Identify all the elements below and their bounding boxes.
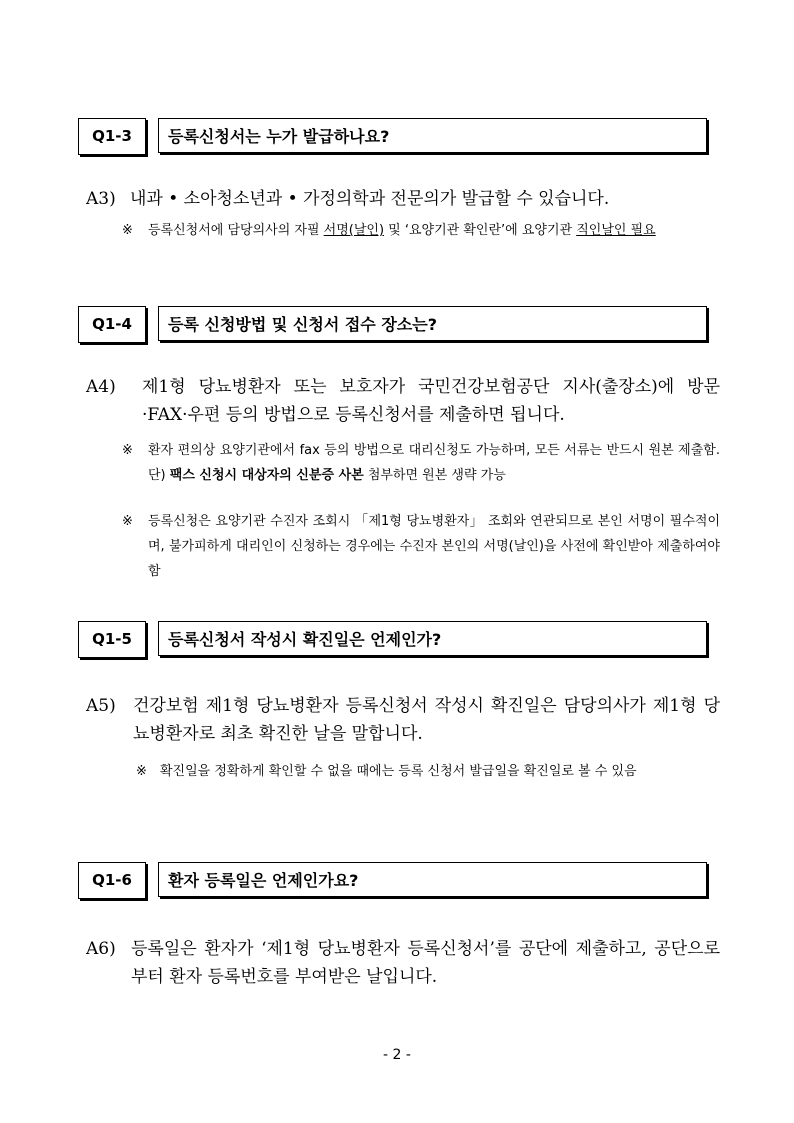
note-q1-4-signature (122, 509, 720, 584)
note-text-part: 첨부하면 원본 생략 가능 (363, 468, 506, 483)
answer-text: 등록일은 환자가 ‘제1형 당뇨병환자 등록신청서’를 공단에 제출하고, 공단으로부터 환자 등록번호를 부여받은 날입니다. (131, 939, 720, 987)
question-number: Q1-4 (78, 306, 146, 343)
note-underlined-seal: 직인날인 필요 (576, 223, 656, 238)
note-q1-4-fax (122, 438, 720, 488)
note-q1-3 (122, 218, 720, 243)
answer-a5 (86, 692, 720, 748)
answer-label: A4) (86, 377, 116, 397)
note-underlined-signature: 서명(날인) (323, 223, 385, 238)
question-number: Q1-6 (78, 862, 146, 899)
answer-text: 내과 • 소아청소년과 • 가정의학과 전문의가 발급할 수 있습니다. (130, 189, 610, 209)
note-text-part: 및 ‘요양기관 확인란’에 요양기관 (384, 223, 577, 238)
answer-a6 (86, 935, 720, 991)
note-mark: ※ (122, 223, 133, 238)
answer-label: A6) (86, 939, 116, 959)
question-title: 환자 등록일은 언제인가요? (158, 862, 707, 897)
note-bold-id-copy: 팩스 신청시 대상자의 신분증 사본 (169, 468, 364, 483)
answer-text: 건강보험 제1형 당뇨병환자 등록신청서 작성시 확진일은 담당의사가 제1형 당뇨병환자로 최초 확진한 날을 말합니다. (133, 696, 720, 744)
question-header-q1-5 (78, 621, 709, 658)
answer-a4 (86, 373, 720, 429)
question-title: 등록신청서 작성시 확진일은 언제인가? (158, 621, 707, 656)
question-header-q1-3 (78, 118, 709, 155)
question-number: Q1-5 (78, 621, 146, 658)
answer-label: A5) (86, 696, 116, 716)
note-text-part: 등록신청서에 담당의사의 자필 (148, 223, 324, 238)
note-text: 등록신청은 요양기관 수진자 조회시 「제1형 당뇨병환자」 조회와 연관되므로 본인 서명이 필수적이며, 불가피하게 대리인이 신청하는 경우에는 수진자 본인의 서명(날인)을 사전에 확인받아 제출하여야 함 (148, 514, 720, 579)
answer-label: A3) (86, 189, 116, 209)
note-mark: ※ (136, 764, 147, 779)
note-q1-5 (136, 759, 720, 784)
question-title: 등록 신청방법 및 신청서 접수 장소는? (158, 306, 707, 341)
question-title: 등록신청서는 누가 발급하나요? (158, 118, 707, 153)
note-mark: ※ (122, 514, 133, 529)
note-text-part: 환자 편의상 요양기관에서 fax 등의 방법으로 대리신청도 가능하며, 모든 서류는 반드시 원본 제출함. 단) (148, 443, 720, 483)
question-header-q1-6 (78, 862, 709, 899)
note-text: 확진일을 정확하게 확인할 수 없을 때에는 등록 신청서 발급일을 확진일로 볼 수 있음 (160, 764, 637, 779)
note-mark: ※ (122, 443, 133, 458)
question-number: Q1-3 (78, 118, 146, 155)
answer-text: 제1형 당뇨병환자 또는 보호자가 국민건강보험공단 지사(출장소)에 방문·FAX·우편 등의 방법으로 등록신청서를 제출하면 됩니다. (142, 377, 720, 425)
question-header-q1-4 (78, 306, 709, 343)
page-number: - 2 - (383, 1047, 411, 1063)
answer-a3 (86, 185, 726, 213)
